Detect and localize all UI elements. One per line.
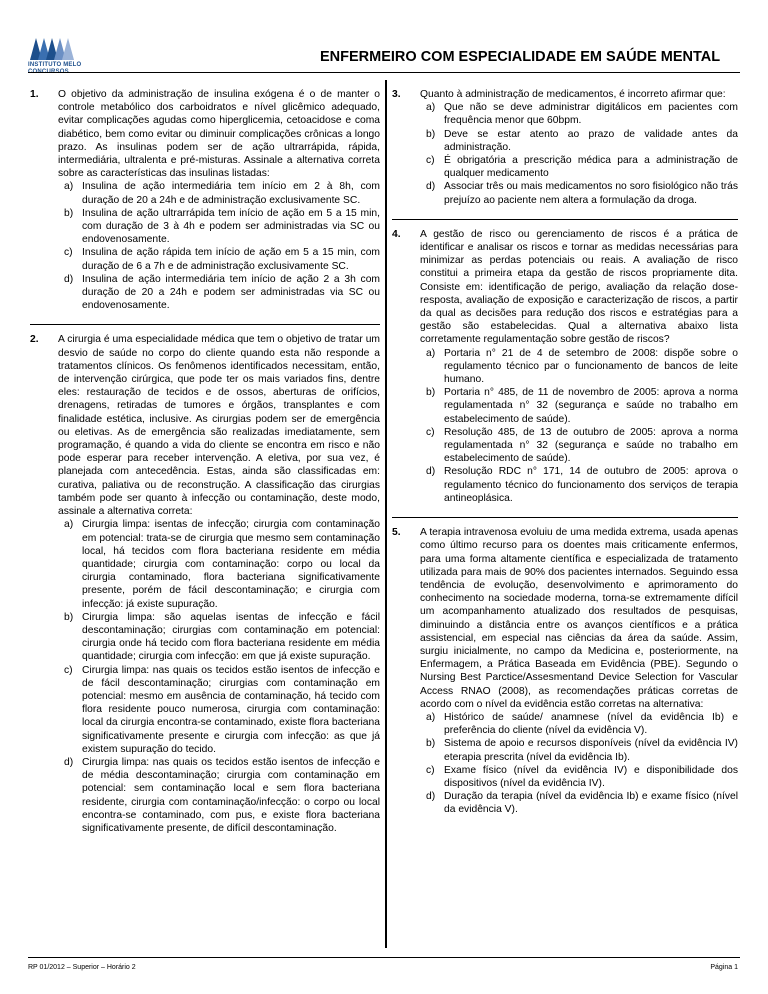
option-letter: b) [64, 207, 74, 219]
option-d[interactable] [58, 273, 380, 313]
option-a[interactable] [420, 347, 738, 387]
option-letter: b) [426, 387, 436, 399]
option-letter: a) [426, 102, 436, 114]
option-letter: d) [426, 791, 436, 803]
option-a[interactable] [58, 518, 380, 610]
option-letter: a) [64, 181, 74, 193]
question-3 [392, 88, 738, 220]
question-stem: A gestão de risco ou gerenciamento de riscos é a prática de identificar e analisar os riscos e tornar as medidas necessárias para minimizar as perdas potenciais ou reais. A avaliação de risco constitui a primeira etapa da gestão de riscos propriamente dita. Consiste em: identificação de perigo, avaliação da relação dose-resposta, avaliação de exposição e caracterização de riscos, a partir da qual as decisões para redução dos riscos e estratégias para a gestão são estabelecidas. Qual a alternativa abaixo lista corretamente regulamentação sobre gestão de riscos? [420, 228, 738, 346]
option-c[interactable] [58, 246, 380, 272]
header-rule [28, 72, 740, 73]
option-text: Sistema de apoio e recursos disponíveis (nível da evidência IV) eterapia prescrita (nível da evidência Ib). [444, 738, 738, 763]
option-b[interactable] [420, 386, 738, 426]
option-letter: c) [426, 155, 435, 167]
question-stem: A terapia intravenosa evoluiu de uma medida extrema, usada apenas como último recurso para os doentes mais criticamente enfermos, para uma forma altamente científica e especializada de tratamento utilizada para mais de 90% dos pacientes internados. Seguindo essa tendência de evolução, desenvolvimento e aprimoramento do conhecimento na sociedade moderna, torna-se extremamente difícil um acompanhamento atualizado dos resultados de pesquisas, diminuindo a distância entre os avanços científicos e a prática assistencial, em especial nas ciências da área da saúde. Assim, surgiu inicialmente, no campo da Medicina e, posteriormente, na Enfermagem, a Prática Baseada em Evidência (PBE). Segundo o Nursing Best Parctice/Assesmentand Device Selection for Vascular Access RNAO (2008), as recomendações práticas corretas de acordo com o nível da evidência estão corretas na alternativa: [420, 527, 738, 710]
option-letter: a) [426, 347, 436, 359]
question-1 [30, 88, 380, 325]
institute-logo-icon [28, 30, 76, 66]
question-stem: A cirurgia é uma especialidade médica que tem o objetivo de tratar um desvio de saúde no corpo do cliente quando esta não responde a tratamentos clínicos. Os fenômenos identificados necessitam, então, de intervenção cirúrgica, que pode ter os mais variados fins, dentre eles: restauração de tecidos e de ossos, aberturas de orifícios, drenagens, retiradas de tumores e órgãos, transplantes e com finalidade estética, inclusive. As cirurgias podem ser de emergência ou eletivas. As de emergência são realizadas imediatamente, sem programação, é quando a vida do cliente se encontra em risco e não pode esperar para receber intervenção. A eletiva, por sua vez, é planejada com antecedência. Estas, ainda são classificadas em: curativa, paliativa ou de reconstrução. A classificação das cirurgias também pode ser quanto à infecção ou contaminação, deste modo, assinale a alternativa correta: [58, 334, 380, 518]
option-b[interactable] [420, 737, 738, 763]
option-b[interactable] [58, 207, 380, 247]
option-d[interactable] [420, 790, 738, 816]
left-column [30, 88, 380, 855]
question-2 [30, 333, 380, 847]
option-letter: b) [64, 611, 74, 623]
option-b[interactable] [420, 128, 738, 154]
option-text: Cirurgia limpa: isentas de infecção; cirurgia com contaminação em potencial: trata-se de cirurgia que mesmo sem contaminação local, há tecidos com flora bacteriana residente em média quantidade; cirurgia com contaminação: corpo ou local da cirurgia contaminado, flora bacteriana significativamente presente, porém de fácil descontaminação; e cirurgia com infecção: já existe supuração. [82, 519, 380, 610]
option-text: Resolução 485, de 13 de outubro de 2005: aprova a norma regulamentada n° 32 (segurança e saúde no trabalho em estabelecimento de saúde). [444, 426, 738, 465]
option-text: Histórico de saúde/ anamnese (nível da evidência Ib) e preferência do cliente (nível da evidência V). [444, 711, 738, 737]
option-letter: c) [64, 664, 73, 676]
right-column [392, 88, 738, 837]
option-text: Resolução RDC n° 171, 14 de outubro de 2005: aprova o regulamento técnico do funcionamento dos serviços de terapia antineoplásica. [444, 466, 738, 504]
option-text: Cirurgia limpa: nas quais os tecidos estão isentos de infecção e de média descontaminação; cirurgia com contaminação em potencial: sem contaminação local e sem flora bacteriana residente, cirurgia com contaminação/infecção: o corpo ou local encontra-se contaminado, com pus, e existe flora bacteriana significativamente presente, de difícil descontaminação. [82, 756, 380, 834]
option-d[interactable] [420, 465, 738, 505]
question-4 [392, 228, 738, 518]
option-letter: d) [426, 466, 436, 478]
option-text: Cirurgia limpa: nas quais os tecidos estão isentos de infecção e de fácil descontaminação; cirurgias com contaminação em potencial: mesmo em ausência de contaminação, há tecido com flora residente pouco numerosa, cirurgia com contaminação: local da cirurgia encontra-se contaminado, existe flora bacteriana significativamente presente e cirurgia com infecção: as que já existem supuração do tecido. [82, 664, 380, 755]
question-5 [392, 526, 738, 828]
footer-page-number: Página 1 [710, 964, 738, 971]
logo-text: INSTITUTO MELO [28, 62, 82, 68]
question-number: 2. [30, 334, 39, 346]
option-text: Duração da terapia (nível da evidência Ib) e exame físico (nível da evidência V). [444, 791, 738, 816]
option-letter: d) [426, 181, 436, 193]
question-number: 5. [392, 527, 401, 539]
option-text: Insulina de ação ultrarrápida tem início de ação em 5 a 15 min, com duração de 3 à 4h e podem ser administradas via SC ou endovenosamente. [82, 207, 380, 246]
option-letter: c) [426, 426, 435, 438]
page-title: ENFERMEIRO COM ESPECIALIDADE EM SAÚDE MENTAL [320, 49, 721, 65]
column-divider [385, 80, 387, 948]
option-letter: b) [426, 128, 436, 140]
option-text: Insulina de ação intermediária tem início de ação 2 a 3h com duração de 20 a 24h e podem ser administradas via SC ou endovenosamente. [82, 273, 380, 312]
option-letter: c) [64, 247, 73, 259]
option-c[interactable] [420, 426, 738, 466]
option-letter: a) [426, 711, 436, 723]
option-text: Insulina de ação rápida tem início de ação em 5 a 15 min, com duração de 6 a 7h e de administração exclusivamente SC. [82, 247, 380, 272]
option-text: Portaria n° 21 de 4 de setembro de 2008: dispõe sobre o regulamento técnico par o funcionamento de bancos de leite humano. [444, 347, 738, 386]
option-letter: c) [426, 764, 435, 776]
footer-rule [28, 957, 740, 958]
option-d[interactable] [58, 756, 380, 835]
option-letter: d) [64, 273, 74, 285]
option-text: Portaria n° 485, de 11 de novembro de 2005: aprova a norma regulamentada n° 32 (segurança e saúde no trabalho em estabelecimento de saúde). [444, 387, 738, 425]
option-letter: d) [64, 756, 74, 768]
option-c[interactable] [420, 154, 738, 180]
option-a[interactable] [420, 711, 738, 737]
question-number: 1. [30, 89, 39, 100]
option-letter: a) [64, 519, 74, 531]
footer-exam-code: RP 01/2012 – Superior – Horário 2 [28, 964, 136, 971]
option-a[interactable] [58, 180, 380, 206]
option-d[interactable] [420, 180, 738, 206]
option-text: Deve se estar atento ao prazo de validade antes da administração. [444, 128, 738, 153]
option-text: Insulina de ação intermediária tem início em 2 à 8h, com duração de 20 a 24h e de administração exclusivamente SC. [82, 181, 380, 206]
option-b[interactable] [58, 611, 380, 664]
question-stem: O objetivo da administração de insulina exógena é o de manter o controle metabólico dos carboidratos e nível glicêmico adequado, evitar complicações agudas como hiperglicemia, cetoacidose e coma diabético, bem como evitar ou diminuir complicações crônicas a longo prazo. As insulinas podem ser de ação ultrarrápida, rápida, intermediária, ultralenta e pré-misturas. Assinale a alternativa correta sobre as características das insulinas listadas: [58, 89, 380, 180]
option-text: É obrigatória a prescrição médica para a administração de qualquer medicamento [444, 155, 738, 180]
option-text: Que não se deve administrar digitálicos em pacientes com frequência menor que 60bpm. [444, 102, 738, 127]
question-number: 4. [392, 228, 401, 240]
option-text: Cirurgia limpa: são aquelas isentas de infecção e fácil descontaminação; cirurgias com contaminação em potencial: cirurgia onde há tecido com flora bacteriana residente em média quantidade; cirurgia com infecção: em que já existe supuração. [82, 611, 380, 663]
option-c[interactable] [58, 664, 380, 756]
option-text: Associar três ou mais medicamentos no soro fisiológico não trás prejuízo ao paciente nem altera a formulação da droga. [444, 181, 738, 206]
option-text: Exame físico (nível da evidência IV) e disponibilidade dos dispositivos (nível da evidência IV). [444, 764, 738, 789]
question-number: 3. [392, 89, 401, 100]
option-letter: b) [426, 738, 436, 750]
option-a[interactable] [420, 101, 738, 127]
question-stem: Quanto à administração de medicamentos, é incorreto afirmar que: [420, 89, 726, 100]
option-c[interactable] [420, 764, 738, 790]
